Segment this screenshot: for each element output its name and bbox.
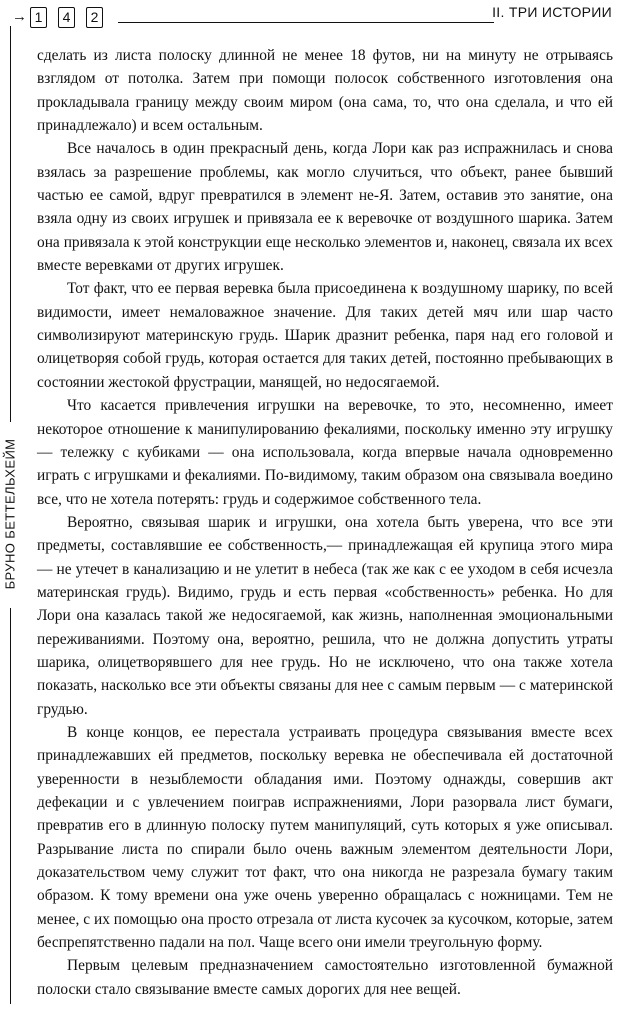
paragraph: В конце концов, ее перестала устраивать процедура связывания вместе всех принадлежавших ей предметов, поскольку веревка не обеспечивала ей достаточной уверенности в незыблемости обладания ими. Поэтому однажды, совершив акт дефекации и с увлечением поиграв испражнениями, Лори разорвала лист бумаги, превратив его в длинную полоску путем манипуляций, суть которых я уже описывал. Разрывание листа по спирали было очень важным элементом деятельности Лори, доказательством чему служит тот факт, что она никогда не разрезала бумагу таким образом. К тому времени она уже очень уверенно обращалась с ножницами. Тем не менее, с их помощью она просто отрезала от листа кусочек за кусочком, которые, затем беспрепятственно падали на пол. Чаще всего они имели треугольную форму. xyxy=(37,723,613,952)
author-name-vertical: БРУНО БЕТТЕЛЬХЕЙМ xyxy=(2,438,18,590)
paragraph: Что касается привлечения игрушки на веревочке, то это, несомненно, имеет некоторое отношение к манипулированию фекалиями, поскольку именно эту игрушку — тележку с кубиками — она использовала, когда впервые начала одновременно играть с игрушками и фекалиями. По-видимому, таким образом она связывала воедино все, что не хотела потерять: грудь и содержимое собственного тела. xyxy=(37,397,613,508)
arrow-icon: → xyxy=(12,9,27,25)
paragraph: сделать из листа полоску длинной не менее 18 футов, ни на минуту не отрываясь взглядом от потолка. Затем при помощи полосок собственного изготовления она прокладывала границу между своим миром (она сама, то, что она сделала, и что ей принадлежало) и всем остальным. xyxy=(37,47,613,135)
side-rule-top xyxy=(10,26,11,422)
running-title: II. ТРИ ИСТОРИИ xyxy=(492,4,612,20)
paragraph: Вероятно, связывая шарик и игрушки, она хотела быть уверена, что все эти предметы, составлявшие ее собственность,— принадлежащая ей крупица этого мира — не утечет в канализацию и не улетит в небеса (так же как с ее уходом в себя исчезла материнская грудь). Видимо, грудь и есть первая «собственность» ребенка. Но для Лори она казалась такой же недосягаемой, как жизнь, наполненная эмоциональными переживаниями. Поэтому она, вероятно, решила, что не должна допустить утраты шарика, олицетворявшего для нее грудь. Но не исключено, что она также хотела показать, насколько все эти объекты связаны для нее с самым первым — с материнской грудью. xyxy=(37,513,613,718)
paragraph: Все началось в один прекрасный день, когда Лори как раз испражнилась и снова взялась за разрешение проблемы, как могло случиться, что объект, ранее бывший частью ее самой, вдруг превратился в элемент не-Я. Затем, оставив это занятие, она взяла одну из своих игрушек и привязала ее к веревочке от воздушного шарика. Затем она привязала к этой конструкции еще несколько элементов и, наконец, связала их всех вместе веревками от других игрушек. xyxy=(37,140,613,275)
page-number-digit-1: 1 xyxy=(30,7,47,28)
side-rule-bottom xyxy=(10,608,11,1004)
paragraph: Первым целевым предназначением самостоятельно изготовленной бумажной полоски стало связывание вместе самых дорогих для нее вещей. xyxy=(37,957,613,998)
page-header xyxy=(0,0,620,40)
paragraph: Тот факт, что ее первая веревка была присоединена к воздушному шарику, по всей видимости, имеет немаловажное значение. Для таких детей мяч или шар часто символизируют материнскую грудь. Шарик дразнит ребенка, паря над его головой и олицетворяя собой грудь, которая остается для таких детей, постоянно пребывающих в состоянии жестокой фрустрации, манящей, но недосягаемой. xyxy=(37,280,613,391)
header-rule xyxy=(118,22,494,23)
page-number-digit-2: 4 xyxy=(58,7,75,28)
page-number-digit-3: 2 xyxy=(86,7,103,28)
page-text xyxy=(37,44,613,1001)
